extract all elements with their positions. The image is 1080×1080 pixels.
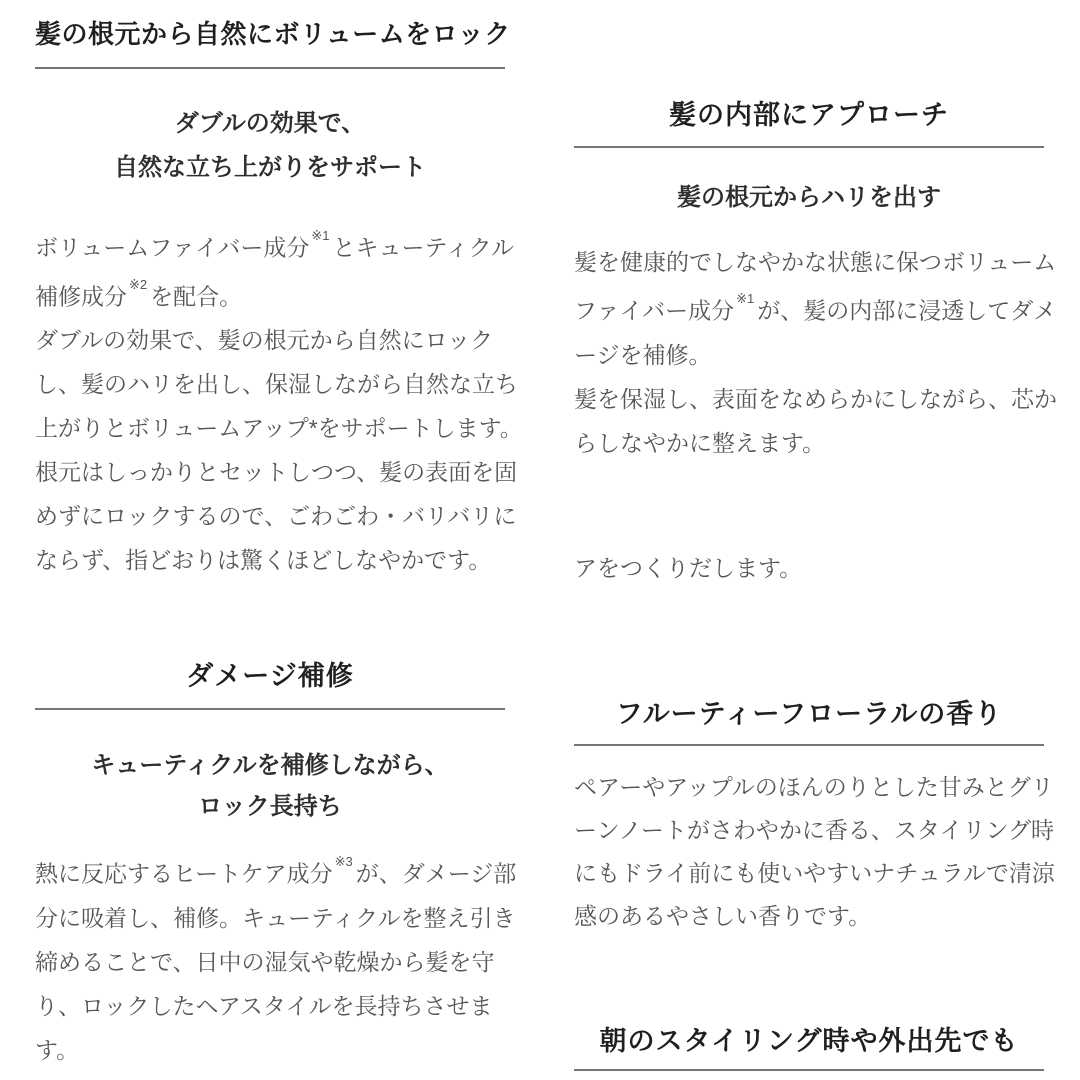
body-line: ーンノートがさわやかに香る、スタイリング時 <box>574 817 1055 843</box>
body-line: にもドライ前にも使いやすいナチュラルで清涼 <box>574 860 1055 886</box>
body-line: し、髪のハリを出し、保湿しながら自然な立ち <box>35 371 518 398</box>
column-left <box>35 0 523 1080</box>
body-line: ージを補修。 <box>574 341 712 368</box>
subheading-line: 自然な立ち上がりをサポート <box>114 154 426 181</box>
body-line: めずにロックするので、ごわごわ・バリバリに <box>35 503 517 530</box>
body-line: 締めることで、日中の湿気や乾燥から髪を守 <box>35 948 495 975</box>
heading-rule <box>574 1069 1044 1071</box>
section-heading-fragrance: フルーティーフローラルの香り <box>615 699 1003 729</box>
heading-rule <box>35 708 505 710</box>
body-line: 熱に反応するヒートケア成分 $^{※3}$ が、ダメージ部 <box>35 854 517 887</box>
section-heading-inner-approach: 髪の内部にアプローチ <box>669 100 949 130</box>
body-paragraph-damage-repair <box>35 847 517 1072</box>
heading-rule <box>35 67 505 69</box>
body-line: 髪を保湿し、表面をなめらかにしながら、芯か <box>574 385 1057 412</box>
heading-rule <box>574 744 1044 746</box>
body-line: り、ロックしたヘアスタイルを長持ちさせま <box>35 992 493 1019</box>
subheading-line: ダブルの効果で、 <box>174 110 366 137</box>
body-line: 補修成分 $^{※2}$ を配合。 <box>35 276 243 310</box>
section-heading-damage-repair: ダメージ補修 <box>186 661 354 691</box>
subheading-line: ロック長持ち <box>198 793 342 820</box>
section-subheading-damage-repair <box>35 745 505 827</box>
subheading-line: キューティクルを補修しながら、 <box>91 752 449 779</box>
body-line: す。 <box>35 1036 80 1063</box>
section-subheading-volume-lock <box>35 102 505 190</box>
body-fragment: アをつくりだします。 <box>574 555 803 581</box>
body-line: 分に吸着し、補修。キューティクルを整え引き <box>35 904 516 931</box>
body-line: 上がりとボリュームアップ*をサポートします。 <box>35 415 523 442</box>
section-subheading-inner-approach: 髪の根元からハリを出す <box>677 184 941 211</box>
body-line: ファイバー成分 $^{※1}$ が、髪の内部に浸透してダメ <box>574 291 1057 324</box>
body-paragraph-inner-approach <box>574 240 1057 465</box>
body-line: らしなやかに整えます。 <box>574 429 826 456</box>
section-heading-volume-lock: 髪の根元から自然にボリュームをロック <box>35 20 511 49</box>
body-line: 髪を健康的でしなやかな状態に保つボリューム <box>574 249 1057 275</box>
body-line: 感のあるやさしい香りです。 <box>574 903 872 929</box>
column-right <box>574 0 1057 1080</box>
body-line: ペアーやアップルのほんのりとした甘みとグリ <box>574 774 1054 800</box>
body-line: 根元はしっかりとセットしつつ、髪の表面を固 <box>35 459 518 486</box>
body-paragraph-volume-lock <box>35 221 523 582</box>
body-line: ダブルの効果で、髪の根元から自然にロック <box>35 327 494 354</box>
heading-rule <box>574 146 1044 148</box>
section-heading-morning-styling: 朝のスタイリング時や外出先でも <box>599 1026 1019 1056</box>
body-paragraph-fragrance <box>574 766 1055 938</box>
body-line: ならず、指どおりは驚くほどしなやかです。 <box>35 547 492 574</box>
body-line: ボリュームファイバー成分 $^{※1}$ とキューティクル <box>35 228 514 261</box>
